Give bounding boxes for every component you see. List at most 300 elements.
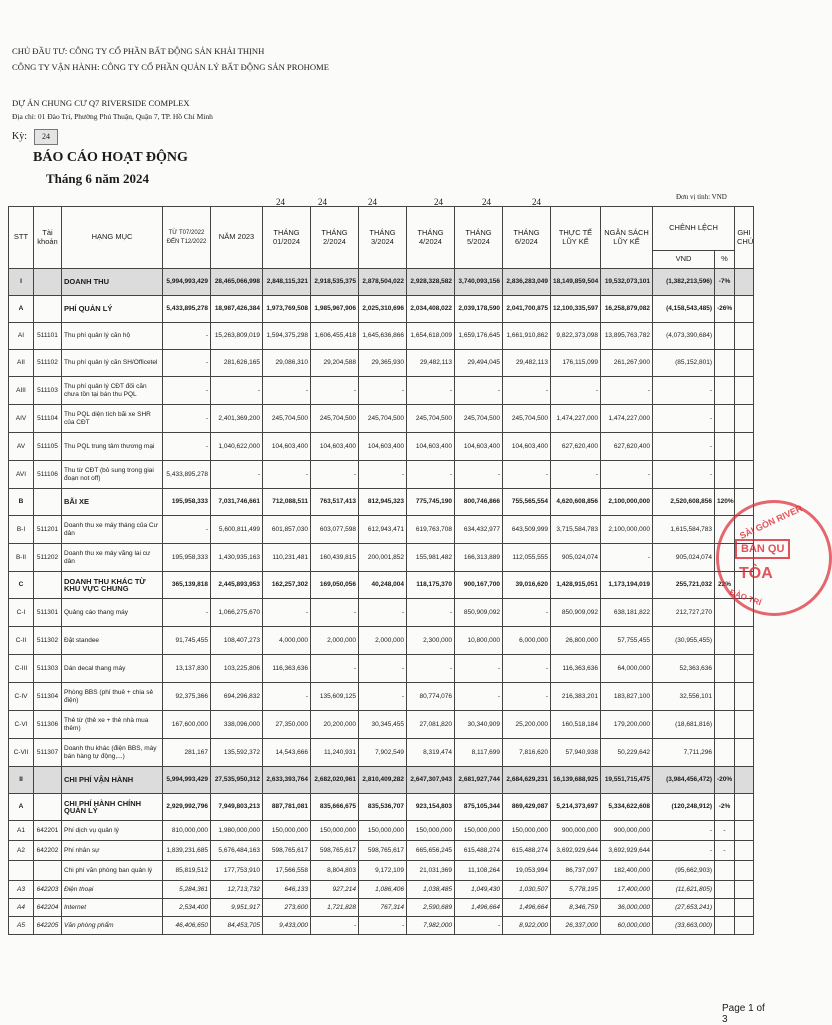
row-value: 4,620,608,856 <box>551 489 601 516</box>
row-value: 40,248,004 <box>359 572 407 599</box>
table-row <box>9 655 754 683</box>
table-row <box>9 461 754 489</box>
table-row <box>9 739 754 767</box>
row-account: 642203 <box>34 881 62 899</box>
period-value: 24 <box>34 129 58 145</box>
row-value: 245,704,500 <box>407 405 455 433</box>
table-row <box>9 841 754 861</box>
row-value: (30,955,455) <box>653 627 715 655</box>
row-value: 14,543,666 <box>263 739 311 767</box>
row-value: 104,603,400 <box>407 433 455 461</box>
row-value: 150,000,000 <box>503 821 551 841</box>
row-value: 26,800,000 <box>551 627 601 655</box>
row-stt: AI <box>9 323 34 350</box>
row-value: 9,822,373,098 <box>551 323 601 350</box>
row-value: 2,039,178,590 <box>455 296 503 323</box>
row-item-name: Thu PQL diện tích bãi xe SHR của CĐT <box>62 405 163 433</box>
row-value: 11,240,931 <box>311 739 359 767</box>
row-value: 835,666,675 <box>311 794 359 821</box>
row-value: 905,024,074 <box>551 544 601 572</box>
row-value: - <box>163 350 211 377</box>
row-note <box>735 821 754 841</box>
row-account: 511302 <box>34 627 62 655</box>
row-value: 634,432,977 <box>455 516 503 544</box>
row-value: - <box>163 433 211 461</box>
row-value: 12,713,732 <box>211 881 263 899</box>
row-stt: C <box>9 572 34 599</box>
col-2022: TỪ T07/2022 ĐẾN T12/2022 <box>163 207 211 269</box>
row-value: 150,000,000 <box>359 821 407 841</box>
row-value: 86,737,097 <box>551 861 601 881</box>
row-value: 104,603,400 <box>455 433 503 461</box>
row-stt: A5 <box>9 917 34 935</box>
row-value: -26% <box>715 296 735 323</box>
table-row <box>9 572 754 599</box>
row-value: 767,314 <box>359 899 407 917</box>
row-value: 598,765,617 <box>311 841 359 861</box>
row-value: 50,229,642 <box>601 739 653 767</box>
row-value: 1,428,915,051 <box>551 572 601 599</box>
row-stt: C-VII <box>9 739 34 767</box>
row-value: 36,000,000 <box>601 899 653 917</box>
row-item-name: Đặt standee <box>62 627 163 655</box>
row-value: 2,929,992,796 <box>163 794 211 821</box>
table-row <box>9 544 754 572</box>
row-item-name: Thu phí quản lý CĐT đối căn chưa tồn tại bán thu PQL <box>62 377 163 405</box>
row-value: 615,488,274 <box>455 841 503 861</box>
col-month-6: THÁNG 6/2024 <box>503 207 551 269</box>
row-value: 2,000,000 <box>359 627 407 655</box>
row-value: 4,000,000 <box>263 627 311 655</box>
row-value: - <box>601 461 653 489</box>
row-value: 927,214 <box>311 881 359 899</box>
row-value: 52,363,636 <box>653 655 715 683</box>
row-stt: I <box>9 269 34 296</box>
row-value: - <box>455 655 503 683</box>
row-item-name: Doanh thu xe máy tháng của Cư dân <box>62 516 163 544</box>
col-note: GHI CHÚ <box>735 207 754 269</box>
row-value <box>715 861 735 881</box>
row-value: 2,682,020,961 <box>311 767 359 794</box>
row-item-name: Doanh thu xe máy vãng lai cư dân <box>62 544 163 572</box>
row-value: - <box>503 683 551 711</box>
row-value: 646,133 <box>263 881 311 899</box>
row-value: 19,532,073,101 <box>601 269 653 296</box>
row-value: 216,383,201 <box>551 683 601 711</box>
row-note <box>735 794 754 821</box>
row-value: 2,034,408,022 <box>407 296 455 323</box>
row-account: 642201 <box>34 821 62 841</box>
row-value <box>715 739 735 767</box>
table-row <box>9 767 754 794</box>
row-item-name: BÃI XE <box>62 489 163 516</box>
row-value: 167,600,000 <box>163 711 211 739</box>
row-stt: II <box>9 767 34 794</box>
row-value: - <box>311 377 359 405</box>
row-account: 511105 <box>34 433 62 461</box>
col-difference-pct: % <box>715 251 735 269</box>
row-value: 2,681,927,744 <box>455 767 503 794</box>
row-value: - <box>163 599 211 627</box>
row-item-name: Doanh thu khác (điện BBS, máy bán hàng tự động,...) <box>62 739 163 767</box>
row-value: (4,158,543,485) <box>653 296 715 323</box>
col-month-1: THÁNG 01/2024 <box>263 207 311 269</box>
row-value: 176,115,099 <box>551 350 601 377</box>
row-value: 8,319,474 <box>407 739 455 767</box>
row-value: - <box>653 461 715 489</box>
period-marker: 24 <box>368 197 377 207</box>
row-value: 887,781,081 <box>263 794 311 821</box>
table-row <box>9 433 754 461</box>
row-value: - <box>163 377 211 405</box>
row-value: 182,400,000 <box>601 861 653 881</box>
row-value: 7,902,549 <box>359 739 407 767</box>
row-value: 8,804,803 <box>311 861 359 881</box>
row-stt <box>9 861 34 881</box>
row-value: 103,225,806 <box>211 655 263 683</box>
row-value: 150,000,000 <box>407 821 455 841</box>
row-value: (120,248,912) <box>653 794 715 821</box>
row-value: 1,654,618,009 <box>407 323 455 350</box>
row-item-name: Thu từ CĐT (bỏ sung trong giai đoạn not off) <box>62 461 163 489</box>
row-value: 84,453,705 <box>211 917 263 935</box>
col-2023: NĂM 2023 <box>211 207 263 269</box>
row-stt: C-VI <box>9 711 34 739</box>
row-value: - <box>359 683 407 711</box>
row-value: 601,857,030 <box>263 516 311 544</box>
row-account: 511303 <box>34 655 62 683</box>
table-row <box>9 821 754 841</box>
row-value: (95,662,903) <box>653 861 715 881</box>
row-value: 2,041,700,875 <box>503 296 551 323</box>
row-note <box>735 917 754 935</box>
row-value: 2,647,307,943 <box>407 767 455 794</box>
row-note <box>735 405 754 433</box>
row-value: 135,592,372 <box>211 739 263 767</box>
row-stt: AII <box>9 350 34 377</box>
row-note <box>735 461 754 489</box>
row-stt: A3 <box>9 881 34 899</box>
row-value: - <box>715 821 735 841</box>
row-note <box>735 881 754 899</box>
row-value: 712,088,511 <box>263 489 311 516</box>
period-marker: 24 <box>434 197 443 207</box>
row-value: 900,000,000 <box>601 821 653 841</box>
col-month-5: THÁNG 5/2024 <box>455 207 503 269</box>
row-value: 1,066,275,670 <box>211 599 263 627</box>
row-item-name: CHI PHÍ VẬN HÀNH <box>62 767 163 794</box>
row-value: (3,984,456,472) <box>653 767 715 794</box>
row-value: 21,031,369 <box>407 861 455 881</box>
row-value: 598,765,617 <box>263 841 311 861</box>
row-value: 150,000,000 <box>455 821 503 841</box>
row-value: 2,836,283,049 <box>503 269 551 296</box>
col-month-3: THÁNG 3/2024 <box>359 207 407 269</box>
row-value: 29,204,588 <box>311 350 359 377</box>
row-value: - <box>455 683 503 711</box>
row-value: 5,778,195 <box>551 881 601 899</box>
row-value: 1,040,622,000 <box>211 433 263 461</box>
row-item-name: PHÍ QUẢN LÝ <box>62 296 163 323</box>
row-value: 116,363,636 <box>263 655 311 683</box>
row-account: 511306 <box>34 711 62 739</box>
row-value: 8,922,000 <box>503 917 551 935</box>
row-value: 7,816,620 <box>503 739 551 767</box>
row-stt: B-II <box>9 544 34 572</box>
row-value: - <box>455 917 503 935</box>
row-value: 13,895,763,782 <box>601 323 653 350</box>
row-value: 150,000,000 <box>263 821 311 841</box>
row-item-name: Thẻ từ (thẻ xe + thẻ nhà mua thêm) <box>62 711 163 739</box>
row-stt: C-III <box>9 655 34 683</box>
row-account: 642204 <box>34 899 62 917</box>
row-value: - <box>601 377 653 405</box>
row-account: 642205 <box>34 917 62 935</box>
row-stt: B-I <box>9 516 34 544</box>
row-value: 46,406,650 <box>163 917 211 935</box>
row-value: - <box>455 461 503 489</box>
row-account: 642202 <box>34 841 62 861</box>
row-value: - <box>311 461 359 489</box>
row-value: 245,704,500 <box>359 405 407 433</box>
row-value: - <box>359 655 407 683</box>
row-value: 905,024,074 <box>653 544 715 572</box>
owner-line: CHỦ ĐẦU TƯ: CÔNG TY CỔ PHẦN BẤT ĐỘNG SẢN KHẢI THỊNH <box>12 46 265 56</box>
row-value: 150,000,000 <box>311 821 359 841</box>
row-value: 179,200,000 <box>601 711 653 739</box>
row-value: - <box>211 377 263 405</box>
col-item: HẠNG MỤC <box>62 207 163 269</box>
row-note <box>735 323 754 350</box>
row-value: 2,300,000 <box>407 627 455 655</box>
row-value: 1,980,000,000 <box>211 821 263 841</box>
row-value: 7,031,746,661 <box>211 489 263 516</box>
report-subtitle: Tháng 6 năm 2024 <box>46 171 149 186</box>
row-item-name: Phí dịch vụ quản lý <box>62 821 163 841</box>
table-row <box>9 599 754 627</box>
row-value: 2,534,400 <box>163 899 211 917</box>
row-stt: C-II <box>9 627 34 655</box>
col-actual-cumulative: THỰC TẾ LŨY KẾ <box>551 207 601 269</box>
row-value: 80,774,076 <box>407 683 455 711</box>
period-marker: 24 <box>482 197 491 207</box>
row-value: 112,055,555 <box>503 544 551 572</box>
col-month-4: THÁNG 4/2024 <box>407 207 455 269</box>
row-stt: A4 <box>9 899 34 917</box>
row-value: 9,951,917 <box>211 899 263 917</box>
row-item-name: Phòng BBS (phí thuê + chia sẻ điện) <box>62 683 163 711</box>
row-account: 511101 <box>34 323 62 350</box>
row-value: (85,152,801) <box>653 350 715 377</box>
row-value: 812,945,323 <box>359 489 407 516</box>
row-value: 15,263,809,019 <box>211 323 263 350</box>
col-difference: CHÊNH LỆCH <box>653 207 735 251</box>
row-value: 27,535,950,312 <box>211 767 263 794</box>
row-value: 2,100,000,000 <box>601 516 653 544</box>
row-value: 30,340,909 <box>455 711 503 739</box>
row-item-name: CHI PHÍ HÀNH CHÍNH QUẢN LÝ <box>62 794 163 821</box>
row-value: - <box>455 377 503 405</box>
row-value: -20% <box>715 767 735 794</box>
row-item-name: DOANH THU <box>62 269 163 296</box>
row-value: 665,656,245 <box>407 841 455 861</box>
row-note <box>735 627 754 655</box>
row-value: 1,173,194,019 <box>601 572 653 599</box>
row-account <box>34 269 62 296</box>
row-value: - <box>263 377 311 405</box>
row-value: 800,746,866 <box>455 489 503 516</box>
row-item-name: Quảng cáo thang máy <box>62 599 163 627</box>
row-value <box>715 655 735 683</box>
row-stt: A1 <box>9 821 34 841</box>
row-value: - <box>503 461 551 489</box>
row-value: - <box>263 599 311 627</box>
row-value: 2,848,115,321 <box>263 269 311 296</box>
unit-note: Đơn vị tính: VND <box>676 193 727 201</box>
row-stt: AIII <box>9 377 34 405</box>
row-value: 2,401,369,200 <box>211 405 263 433</box>
row-value: 162,257,302 <box>263 572 311 599</box>
row-value: 850,909,092 <box>551 599 601 627</box>
row-value: 17,566,558 <box>263 861 311 881</box>
row-value: 255,721,032 <box>653 572 715 599</box>
row-value: 5,433,895,278 <box>163 461 211 489</box>
row-note <box>735 269 754 296</box>
row-value: 8,117,699 <box>455 739 503 767</box>
table-row <box>9 323 754 350</box>
row-account <box>34 489 62 516</box>
row-value: 5,600,811,499 <box>211 516 263 544</box>
row-value: 11,108,264 <box>455 861 503 881</box>
row-value: 5,284,361 <box>163 881 211 899</box>
row-value: 16,258,879,082 <box>601 296 653 323</box>
row-item-name: Phí nhân sự <box>62 841 163 861</box>
row-value: 1,474,227,000 <box>551 405 601 433</box>
row-value: 116,363,636 <box>551 655 601 683</box>
row-value: 1,659,176,645 <box>455 323 503 350</box>
operator-line: CÔNG TY VẬN HÀNH: CÔNG TY CỔ PHẦN QUẢN LÝ BẤT ĐỘNG SẢN PROHOME <box>12 62 329 72</box>
row-value: 1,474,227,000 <box>601 405 653 433</box>
row-value: 39,016,620 <box>503 572 551 599</box>
row-value: - <box>311 655 359 683</box>
row-value: (4,073,390,684) <box>653 323 715 350</box>
row-value: 64,000,000 <box>601 655 653 683</box>
row-value: - <box>311 917 359 935</box>
row-value: 835,536,707 <box>359 794 407 821</box>
row-value: 155,981,482 <box>407 544 455 572</box>
row-value: 26,337,000 <box>551 917 601 935</box>
col-account: Tài khoản <box>34 207 62 269</box>
row-value: 1,721,828 <box>311 899 359 917</box>
row-value: 104,603,400 <box>503 433 551 461</box>
period-marker: 24 <box>318 197 327 207</box>
row-value: - <box>359 461 407 489</box>
row-account: 511106 <box>34 461 62 489</box>
table-row <box>9 350 754 377</box>
row-item-name: Thu PQL trung tâm thương mại <box>62 433 163 461</box>
row-account: 511102 <box>34 350 62 377</box>
row-value: 365,139,818 <box>163 572 211 599</box>
row-value: 32,556,101 <box>653 683 715 711</box>
row-note <box>735 841 754 861</box>
row-value: 29,482,113 <box>407 350 455 377</box>
row-value: 30,345,455 <box>359 711 407 739</box>
row-note <box>735 377 754 405</box>
col-difference-vnd: VND <box>653 251 715 269</box>
row-value: 200,001,852 <box>359 544 407 572</box>
row-value: 2,810,409,282 <box>359 767 407 794</box>
row-value: (27,653,241) <box>653 899 715 917</box>
row-value: 195,958,333 <box>163 544 211 572</box>
row-value <box>715 711 735 739</box>
row-value: 869,429,087 <box>503 794 551 821</box>
row-value: - <box>163 516 211 544</box>
row-value: 25,200,000 <box>503 711 551 739</box>
row-value: 638,181,822 <box>601 599 653 627</box>
row-value: 7,949,803,213 <box>211 794 263 821</box>
row-item-name: Internet <box>62 899 163 917</box>
row-value: 29,365,930 <box>359 350 407 377</box>
row-value: 338,096,000 <box>211 711 263 739</box>
row-value: 2,633,393,764 <box>263 767 311 794</box>
row-value: 60,000,000 <box>601 917 653 935</box>
row-stt: C-IV <box>9 683 34 711</box>
row-value: 57,940,938 <box>551 739 601 767</box>
row-value: 27,350,000 <box>263 711 311 739</box>
row-value: - <box>551 377 601 405</box>
row-value: 1,615,584,783 <box>653 516 715 544</box>
row-value: 20,200,000 <box>311 711 359 739</box>
row-value: 118,175,370 <box>407 572 455 599</box>
row-value: 281,626,165 <box>211 350 263 377</box>
row-value: - <box>653 821 715 841</box>
row-value: 1,606,455,418 <box>311 323 359 350</box>
row-value: 1,661,910,862 <box>503 323 551 350</box>
row-value: 1,985,967,906 <box>311 296 359 323</box>
row-value: - <box>407 655 455 683</box>
row-value <box>715 433 735 461</box>
project-address: Địa chỉ: 01 Đào Trí, Phường Phú Thuận, Quận 7, TP. Hồ Chí Minh <box>12 112 213 121</box>
row-account <box>34 861 62 881</box>
row-value: 19,551,715,475 <box>601 767 653 794</box>
row-stt: A <box>9 794 34 821</box>
row-value: 160,439,815 <box>311 544 359 572</box>
row-value <box>715 323 735 350</box>
row-value: 110,231,481 <box>263 544 311 572</box>
row-value: - <box>211 461 263 489</box>
row-value: 875,105,344 <box>455 794 503 821</box>
row-value <box>715 627 735 655</box>
row-value: - <box>407 461 455 489</box>
row-value: - <box>653 405 715 433</box>
row-stt: AIV <box>9 405 34 433</box>
row-value: 281,167 <box>163 739 211 767</box>
row-stt: AVI <box>9 461 34 489</box>
row-value: 3,740,093,156 <box>455 269 503 296</box>
row-value: 2,878,504,022 <box>359 269 407 296</box>
row-value: 91,745,455 <box>163 627 211 655</box>
row-value: - <box>359 377 407 405</box>
row-value: 195,958,333 <box>163 489 211 516</box>
row-value: 18,987,426,384 <box>211 296 263 323</box>
row-value: 28,465,066,998 <box>211 269 263 296</box>
row-value: 694,296,832 <box>211 683 263 711</box>
row-value: 108,407,273 <box>211 627 263 655</box>
row-value: 16,139,688,925 <box>551 767 601 794</box>
row-value: 9,172,109 <box>359 861 407 881</box>
row-account: 511301 <box>34 599 62 627</box>
row-value: - <box>715 841 735 861</box>
